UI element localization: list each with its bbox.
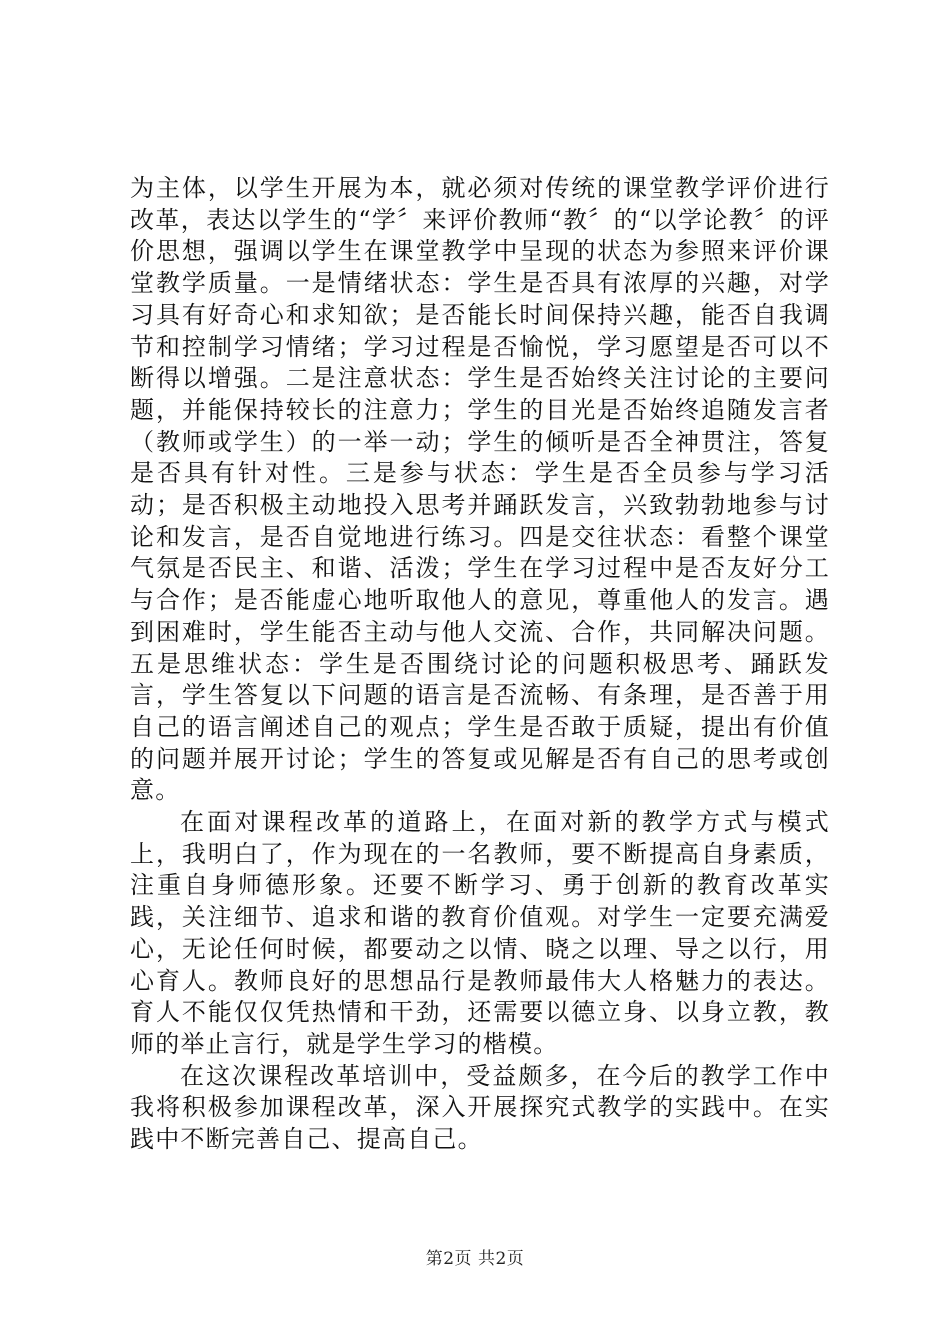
page-footer [0,1244,950,1269]
paragraph-2: 在面对课程改革的道路上，在面对新的教学方式与模式上，我明白了，作为现在的一名教师，要不断提高自身素质，注重自身师德形象。还要不断学习、勇于创新的教育改革实践，关注细节、追求和谐的教育价值观。对学生一定要充满爱心，无论任何时候，都要动之以情、晓之以理、导之以行，用心育人。教师良好的思想品行是教师最伟大人格魅力的表达。育人不能仅仅凭热情和干劲，还需要以德立身、以身立教，教师的举止言行，就是学生学习的楷模。 [130,808,830,1058]
paragraph-3: 在这次课程改革培训中，受益颇多，在今后的教学工作中我将积极参加课程改革，深入开展探究式教学的实践中。在实践中不断完善自己、提高自己。 [130,1061,830,1154]
paragraph-1: 为主体，以学生开展为本，就必须对传统的课堂教学评价进行改革，表达以学生的“学〞来评价教师“教〞的“以学论教〞的评价思想，强调以学生在课堂教学中呈现的状态为参照来评价课堂教学质量。一是情绪状态：学生是否具有浓厚的兴趣，对学习具有好奇心和求知欲；是否能长时间保持兴趣，能否自我调节和控制学习情绪；学习过程是否愉悦，学习愿望是否可以不断得以增强。二是注意状态：学生是否始终关注讨论的主要问题，并能保持较长的注意力；学生的目光是否始终追随发言者（教师或学生）的一举一动；学生的倾听是否全神贯注，答复是否具有针对性。三是参与状态：学生是否全员参与学习活动；是否积极主动地投入思考并踊跃发言，兴致勃勃地参与讨论和发言，是否自觉地进行练习。四是交往状态：看整个课堂气氛是否民主、和谐、活泼；学生在学习过程中是否友好分工与合作；是否能虚心地听取他人的意见，尊重他人的发言。遇到困难时，学生能否主动与他人交流、合作，共同解决问题。五是思维状态：学生是否围绕讨论的问题积极思考、踊跃发言，学生答复以下问题的语言是否流畅、有条理，是否善于用自己的语言阐述自己的观点；学生是否敢于质疑，提出有价值的问题并展开讨论；学生的答复或见解是否有自己的思考或创意。 [130,174,830,805]
document-body [130,173,830,1156]
page-number-label: 第2页 共2页 [425,1249,525,1269]
